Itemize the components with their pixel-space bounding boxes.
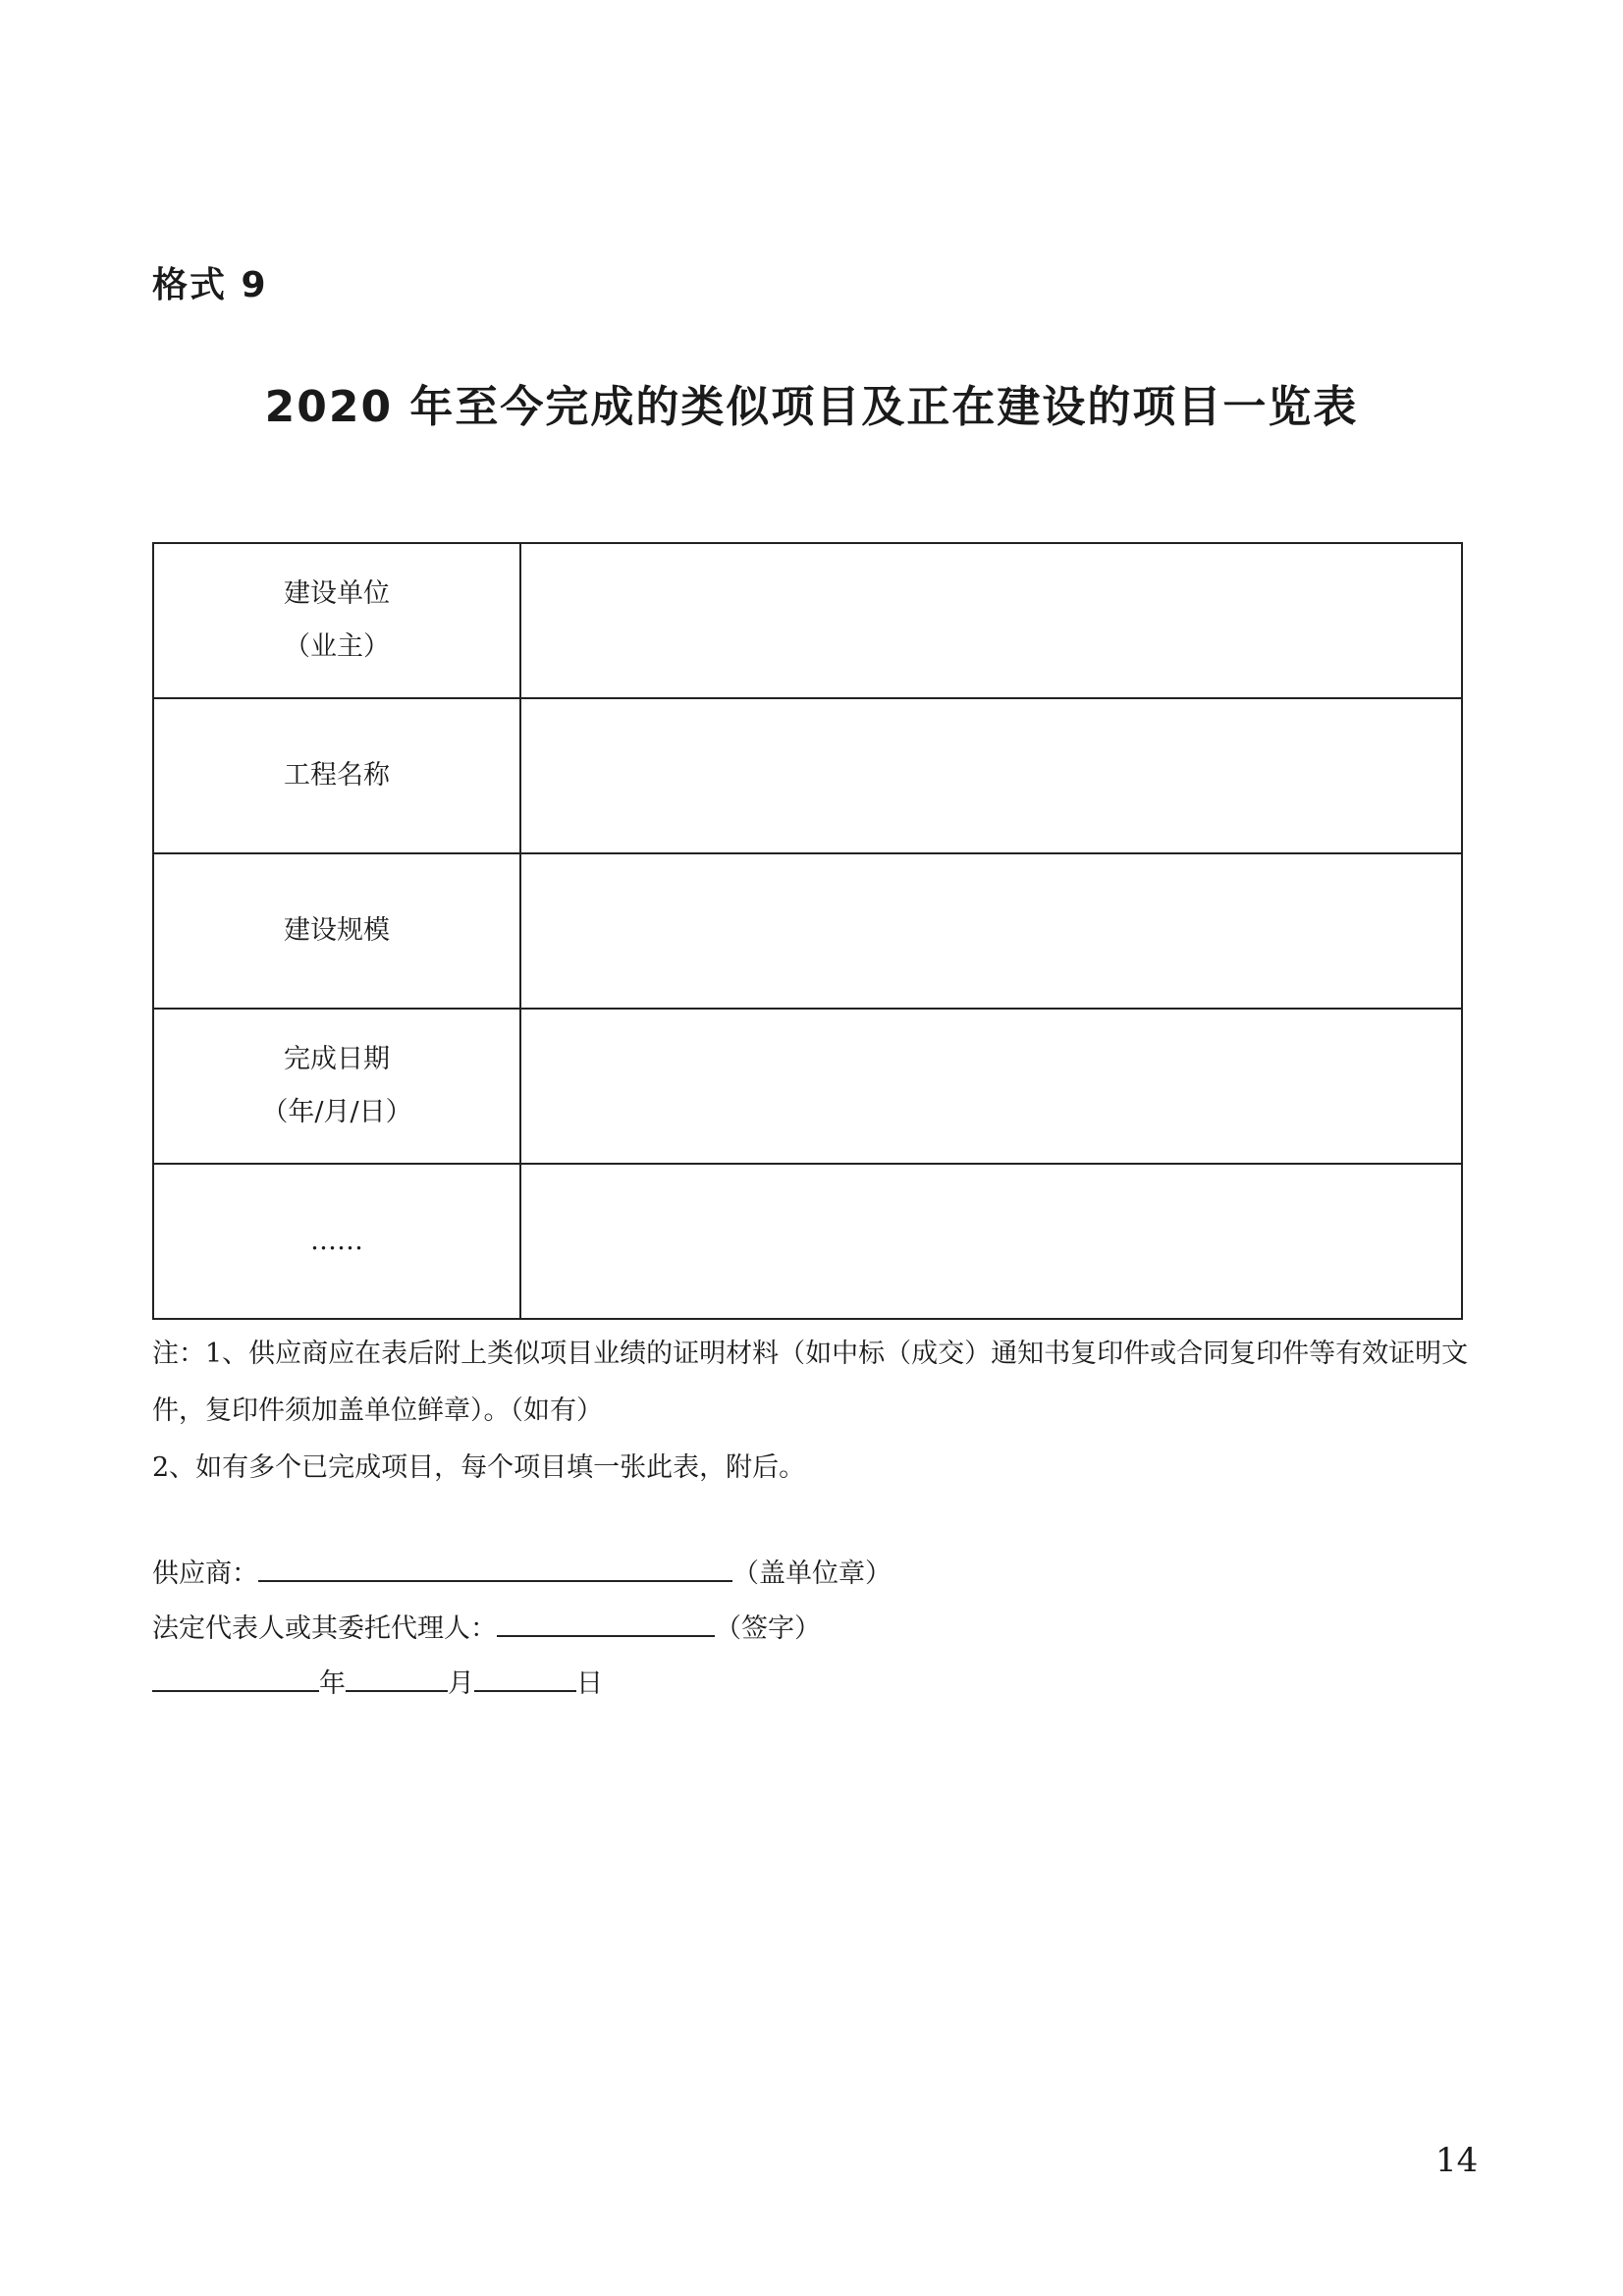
year-blank[interactable] — [152, 1665, 319, 1692]
month-label: 月 — [448, 1668, 474, 1699]
representative-suffix: （签字） — [715, 1613, 821, 1644]
label-line: 建设规模 — [284, 915, 390, 946]
row-value-ellipsis[interactable] — [520, 1164, 1462, 1319]
page-number: 14 — [1435, 2141, 1479, 2180]
row-label-ellipsis — [153, 1164, 520, 1319]
label-line: 建设单位 — [284, 578, 390, 609]
representative-blank[interactable] — [497, 1610, 715, 1637]
representative-line — [152, 1607, 821, 1645]
row-value-project-name[interactable] — [520, 698, 1462, 853]
row-label-owner — [153, 543, 520, 698]
date-line — [152, 1662, 603, 1700]
label-line: 工程名称 — [284, 760, 390, 791]
label-line: …… — [310, 1226, 363, 1256]
row-label-completion-date — [153, 1009, 520, 1164]
supplier-line — [152, 1552, 892, 1590]
note-1: 注：1、供应商应在表后附上类似项目业绩的证明材料（如中标（成交）通知书复印件或合同复印件等有效证明文件，复印件须加盖单位鲜章）。（如有） — [152, 1339, 1469, 1426]
day-blank[interactable] — [474, 1665, 576, 1692]
label-line: （年/月/日） — [261, 1097, 412, 1127]
table-row — [153, 698, 1462, 853]
supplier-blank[interactable] — [258, 1555, 732, 1582]
notes-section — [152, 1326, 1473, 1497]
supplier-label: 供应商： — [152, 1558, 258, 1589]
project-info-table — [152, 542, 1463, 1320]
format-label: 格式 9 — [152, 265, 268, 305]
month-blank[interactable] — [346, 1665, 448, 1692]
day-label: 日 — [576, 1668, 603, 1699]
year-label: 年 — [319, 1668, 346, 1699]
representative-label: 法定代表人或其委托代理人： — [152, 1613, 497, 1644]
row-value-completion-date[interactable] — [520, 1009, 1462, 1164]
label-line: （业主） — [284, 631, 390, 662]
document-title: 2020 年至今完成的类似项目及正在建设的项目一览表 — [264, 382, 1359, 432]
row-label-project-name — [153, 698, 520, 853]
table-row — [153, 1009, 1462, 1164]
table-row — [153, 543, 1462, 698]
note-2: 2、如有多个已完成项目，每个项目填一张此表，附后。 — [152, 1452, 806, 1483]
label-line: 完成日期 — [284, 1044, 390, 1074]
row-value-owner[interactable] — [520, 543, 1462, 698]
row-value-scale[interactable] — [520, 853, 1462, 1009]
supplier-suffix: （盖单位章） — [732, 1558, 892, 1589]
table-row — [153, 853, 1462, 1009]
table-row — [153, 1164, 1462, 1319]
row-label-scale — [153, 853, 520, 1009]
